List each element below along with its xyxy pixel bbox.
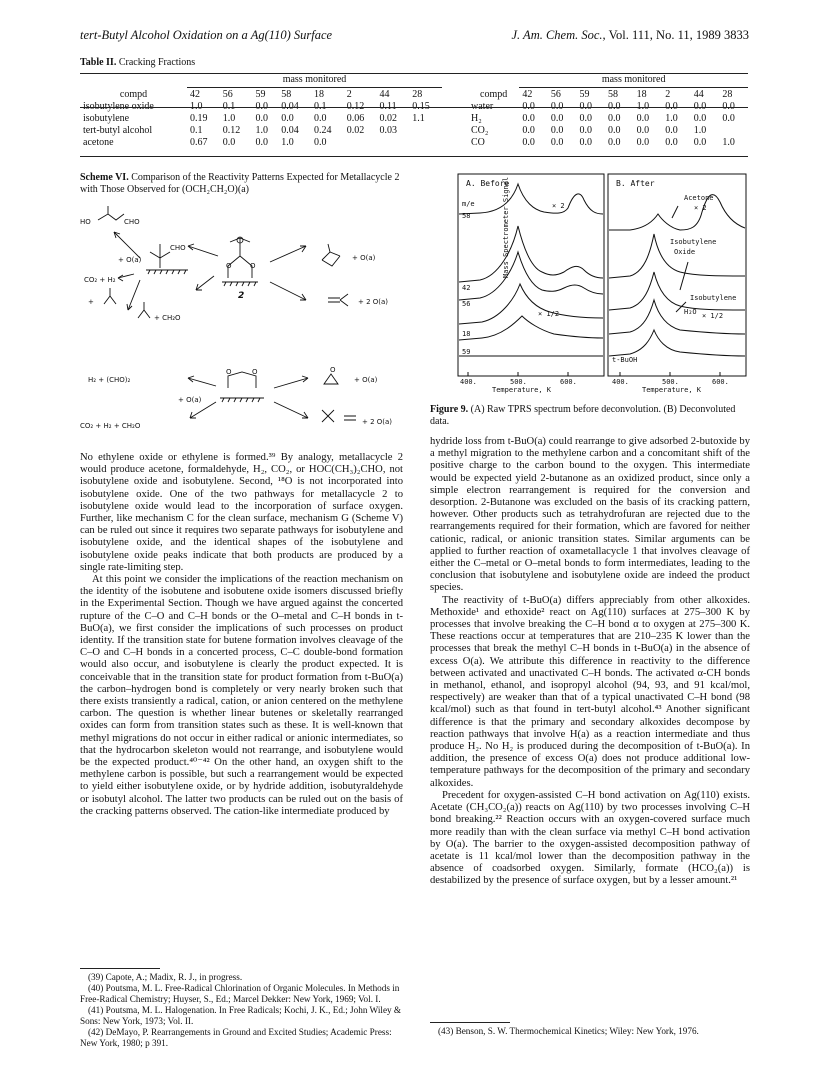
- compound-name: tert-butyl alcohol: [83, 125, 153, 136]
- table-cell: 0.12: [222, 125, 241, 136]
- cracking-table-right: [468, 74, 748, 149]
- table-cell: 0.0: [722, 101, 735, 112]
- table-cell: 0.02: [346, 125, 365, 136]
- mass-header-44: 44: [693, 89, 704, 100]
- table-cell: 0.02: [379, 113, 397, 124]
- table-caption-text: Cracking Fractions: [116, 57, 196, 68]
- table-cell: [409, 125, 442, 137]
- table-caption-label: Table II.: [80, 57, 117, 68]
- table-cell: 0.0: [579, 137, 592, 148]
- scheme-ho: HO: [80, 218, 91, 226]
- table-cell: 0.0: [522, 137, 535, 148]
- mass-header-2: 2: [346, 89, 352, 100]
- right-paragraph-3: Precedent for oxygen-assisted C–H bond activation on Ag(110) exists. Acetate (CH₃CO₂(a)) reacts on Ag(110) by two processes involving C–H bond breaking.²² Reaction occurs with an oxygen-covered surface much more readily than with the clean surface via methyl C–H bond activation by O(a). The barrier to the oxygen-assisted decomposition pathway of acetate is 11 kcal/mol lower than the decomposition pathway in the absence of coadsorbed oxygen. Similarly, formate (HCO₂(a)) is destabilized by the presence of surface oxygen, but by a lesser amount.²¹: [430, 789, 750, 887]
- xlabel-a: Temperature, K: [492, 386, 552, 394]
- scheme-caption: [80, 172, 400, 196]
- scheme-o-right: O: [250, 262, 256, 270]
- mass-label-42: 42: [462, 284, 471, 292]
- mass-monitored-label: mass monitored: [282, 74, 347, 85]
- scheme-co2-h2-ch2o: CO₂ + H₂ + CH₂O: [80, 422, 141, 430]
- table-cell: 0.0: [255, 101, 268, 112]
- scheme-epoxide-o: O: [330, 366, 336, 374]
- table-cell: 0.0: [281, 113, 294, 124]
- mass-header-42: 42: [522, 89, 533, 100]
- footnote-41: (41) Poutsma, M. L. Halogenation. In Free Radicals; Kochi, J. K., Ed.; John Wiley & Sons: New York, 1973; Vol. II.: [80, 1005, 402, 1026]
- xlabel-b: Temperature, K: [642, 386, 702, 394]
- scheme-plus-oa-2: + O(a): [354, 376, 378, 384]
- table-cell: 0.0: [608, 137, 621, 148]
- table-cell: 0.11: [379, 101, 397, 112]
- footnote-39: (39) Capote, A.; Madix, R. J., in progress.: [88, 972, 243, 982]
- compound-name: H₂: [471, 113, 482, 124]
- table-cell: 0.0: [550, 125, 564, 136]
- table-row: [80, 113, 442, 125]
- footnote-rule-right: [430, 1022, 510, 1023]
- table-cell: 0.0: [636, 113, 650, 124]
- table-cell: 1.0: [693, 125, 707, 136]
- table-cell: [719, 125, 748, 137]
- right-paragraph-1: hydride loss from t-BuO(a) could rearrange to give adsorbed 2-butoxide by a methyl migration to the methylene carbon and a concomitant shift of the positive charge to the carbon bound to the oxygen. This intermediate would be expected yield 2-butanone as an oxidized product, since only a simple electron rearrangement is required for the conversion and desorption. 2-Butanone was excluded on the basis of its cracking pattern, however. Other products such as tetrahydrofuran are rejected due to the rearrangements required for their formation, which are favored for neither cationic, radical, or anionic transition states. Similar arguments can be applied to further reaction of oxametallacycle 1 that involves cleavage of either the C–metal or O–metal bonds to form intermediates, leading to the conclusion that isobutylene and isobutylene oxide are indeed the product species.: [430, 436, 750, 594]
- table-cell: 1.0: [190, 101, 203, 112]
- running-head-left: tert-Butyl Alcohol Oxidation on a Ag(110) Surface: [80, 28, 333, 42]
- scheme-plus-2oa-1: + 2 O(a): [358, 298, 389, 306]
- table-cell: 0.0: [636, 125, 650, 136]
- mass-label-59: 59: [462, 348, 471, 356]
- scheme-caption-label: Scheme VI.: [80, 172, 129, 183]
- isobutylene-oxide-label-2: Oxide: [674, 248, 696, 256]
- mass-header-44: 44: [379, 89, 390, 100]
- mass-header-58: 58: [608, 89, 619, 100]
- scheme-metallacycle-number: 2: [238, 291, 245, 301]
- isobutylene-label: Isobutylene: [690, 294, 737, 302]
- scheme-vi-drawing: [78, 198, 408, 448]
- table-cell: 0.67: [190, 137, 208, 148]
- compd-header: compd: [480, 89, 508, 100]
- table-cell: 1.0: [281, 137, 294, 148]
- panel-b-title: B. After: [616, 179, 655, 188]
- h2o-label: H₂O: [684, 308, 697, 316]
- me-label: m/e: [462, 200, 475, 208]
- table-head-rule: [80, 107, 748, 108]
- table-cell: 0.0: [222, 137, 236, 148]
- compound-name: acetone: [83, 137, 114, 148]
- scheme-plus-oa-1: + O(a): [352, 254, 376, 262]
- scheme-h2-cho2: H₂ + (CHO)₂: [88, 376, 131, 384]
- running-head-right: [511, 28, 749, 43]
- xtick-b-600: 600.: [712, 378, 729, 386]
- figure-caption-label: Figure 9.: [430, 404, 469, 415]
- table-cell: 0.0: [314, 113, 327, 124]
- table-caption: [80, 57, 195, 68]
- table-cell: 0.0: [579, 125, 592, 136]
- mass-header-18: 18: [636, 89, 647, 100]
- table-cell: 0.0: [665, 101, 678, 112]
- y-axis-label: Mass Spectrometer Signal: [502, 176, 510, 278]
- table-cell: 1.0: [636, 101, 650, 112]
- table-cell: [409, 137, 442, 149]
- figure-9-tprs: [440, 172, 752, 394]
- table-cell: 0.0: [608, 101, 621, 112]
- scheme-co2-h2: CO₂ + H₂: [84, 276, 116, 284]
- table-cell: 0.1: [222, 101, 236, 112]
- left-column: [80, 452, 403, 818]
- mass-label-58: 58: [462, 212, 471, 220]
- mass-header-56: 56: [222, 89, 233, 100]
- table-cell: 0.0: [255, 137, 268, 148]
- acetone-label: Acetone: [684, 194, 714, 202]
- table-cell: 0.0: [722, 113, 735, 124]
- acetone-x2-label: × 2: [694, 204, 707, 212]
- table-cell: 0.03: [379, 125, 397, 136]
- table-cell: 1.0: [255, 125, 268, 136]
- left-paragraph-1: No ethylene oxide or ethylene is formed.³⁹ By analogy, metallacycle 2 would produce acetone, formaldehyde, H₂, CO₂, or HOC(CH₃)₂CHO, not isobutylene oxide and isobutylene. Second, ¹⁸O is not incorporated into isobutylene oxide. One of the two pathways for metallacycle 2 to isobutylene oxide would lead to the incorporation of surface oxygen. Further, like mechanism C for the clean surface, mechanism G (Scheme V) can be ruled out since it requires two separate pathways for isobutylene and isobutylene oxide, and the identical shapes of the isobutylene and isobutylene oxide peaks indicate that both products are produced by a single rate-limiting step.: [80, 452, 403, 573]
- scheme-ch2o: + CH₂O: [154, 314, 181, 322]
- table-cell: 1.0: [665, 113, 678, 124]
- x2-label: × 2: [552, 202, 565, 210]
- panel-b-frame: [608, 174, 746, 376]
- h2o-half-label: × 1/2: [702, 312, 724, 320]
- volume-page: Vol. 111, No. 11, 1989 3833: [605, 28, 749, 42]
- scheme-cho-2: CHO: [170, 244, 186, 252]
- mass-header-42: 42: [190, 89, 201, 100]
- table-cell: 1.1: [412, 113, 425, 124]
- table-cell: 0.24: [314, 125, 332, 136]
- table-bottom-rule: [80, 156, 748, 157]
- tbuoh-label: t-BuOH: [612, 356, 638, 364]
- table-cell: 0.0: [693, 101, 707, 112]
- xtick-a-500: 500.: [510, 378, 527, 386]
- table-cell: 1.0: [222, 113, 236, 124]
- footnotes-left: [80, 972, 403, 1049]
- table-cell: 0.12: [346, 101, 365, 112]
- table-cell: 0.0: [608, 125, 621, 136]
- table-cell: 0.04: [281, 125, 299, 136]
- table-cell: 1.0: [722, 137, 735, 148]
- footnotes-right: [430, 1026, 750, 1037]
- mass-header-59: 59: [579, 89, 590, 100]
- table-cell: 0.19: [190, 113, 208, 124]
- table-cell: 0.0: [522, 101, 535, 112]
- table-row: [468, 137, 748, 149]
- scheme-caption-text: Comparison of the Reactivity Patterns Expected for Metallacycle 2 with Those Observed for (OCH₂CH₂O)(a): [80, 172, 400, 195]
- xtick-a-600: 600.: [560, 378, 577, 386]
- scheme-plus: +: [88, 298, 94, 306]
- table-cell: 0.0: [579, 113, 592, 124]
- table-cell: 0.0: [693, 137, 707, 148]
- mass-label-56: 56: [462, 300, 471, 308]
- scheme-plus-2oa-2: + 2 O(a): [362, 418, 393, 426]
- mass-label-18: 18: [462, 330, 471, 338]
- cracking-table-left: [80, 74, 442, 149]
- table-cell: 0.0: [550, 113, 564, 124]
- footnote-rule-left: [80, 968, 160, 969]
- table-cell: 0.0: [693, 113, 707, 124]
- xtick-b-400: 400.: [612, 378, 629, 386]
- compd-header: compd: [119, 89, 148, 100]
- table-cell: 0.0: [665, 125, 678, 136]
- compound-name: isobutylene oxide: [83, 101, 154, 112]
- xtick-a-400: 400.: [460, 378, 477, 386]
- scheme-oa-1: + O(a): [118, 256, 142, 264]
- table-cell: [344, 137, 377, 149]
- panel-a-frame: [458, 174, 604, 376]
- table-cell: 0.0: [255, 113, 268, 124]
- compound-name: water: [471, 101, 494, 112]
- left-paragraph-2: At this point we consider the implications of the reaction mechanism on the identity of the isobutene and isobutene oxide isomers discussed briefly in the Experimental Section. Though we have argued against the concerted rupture of the C–O and C–H bonds or the O–metal and C–H bonds in t-BuO(a), we first consider the implications of such processes on product identity. If the transition state for butene formation involves cleavage of the C–O and C–H bonds in a concerted process, C–C double-bond formation would also occur, and isobutylene is clearly the product expected. It is conceivable that in the transition state for product formation from t-BuO(a) the carbon–hydrogen bond is completely or very nearly broken such that there exists transiently a radical, cation, or anion centered on the methylene carbon. The question is whether linear butenes or skeletally rearranged oxides can form from transition states such as these. It is well-known that methyl migrations do not occur in either radical or anionic intermediates, so that the hydrocarbon skeleton would not rearrange, and isobutylene would be the expected product.⁴⁰⁻⁴² On the other hand, an oxygen shift to the methylene carbon is possible, but such a rearrangement would be expected to yield either isobutylene oxide, or by hydride addition, isobutyraldehyde or isobutyl alcohol. The latter two products can be ruled out on the basis of the cracking patterns observed. The cation-like intermediate produced by: [80, 574, 403, 817]
- table-row: [80, 125, 442, 137]
- scheme-cho-1: CHO: [124, 218, 140, 226]
- footnote-40: (40) Poutsma, M. L. Free-Radical Chlorination of Organic Molecules. In Methods in Free-Radical Chemistry; Huyser, S., Ed.; Marcel Dekker: New York, 1969; Vol. I.: [80, 983, 400, 1004]
- compound-name: CO: [471, 137, 485, 148]
- table-cell: 0.1: [314, 101, 327, 112]
- compound-name: isobutylene: [83, 113, 130, 124]
- scheme-o-right-2: O: [252, 368, 258, 376]
- footnote-43: (43) Benson, S. W. Thermochemical Kinetics; Wiley: New York, 1976.: [438, 1026, 699, 1036]
- scheme-o-left: O: [226, 262, 232, 270]
- right-column: [430, 436, 750, 888]
- mass-header-56: 56: [550, 89, 561, 100]
- table-row: [80, 137, 442, 149]
- mass-header-2: 2: [665, 89, 671, 100]
- table-cell: 0.0: [314, 137, 327, 148]
- mass-monitored-label: mass monitored: [601, 74, 666, 85]
- mass-header-59: 59: [255, 89, 266, 100]
- table-cell: 0.0: [579, 101, 592, 112]
- scheme-o-left-2: O: [226, 368, 232, 376]
- table-cell: 0.06: [346, 113, 365, 124]
- table-cell: 0.0: [636, 137, 650, 148]
- table-cell: 0.0: [522, 113, 535, 124]
- footnote-42: (42) DeMayo, P. Rearrangements in Ground and Excited Studies; Academic Press: New York, 1980; p 391.: [80, 1027, 392, 1048]
- figure-caption-text: (A) Raw TPRS spectrum before deconvolution. (B) Deconvoluted data.: [430, 404, 736, 427]
- isobutylene-oxide-label-1: Isobutylene: [670, 238, 717, 246]
- panel-a-title: A. Before: [466, 179, 510, 188]
- table-cell: 0.0: [550, 101, 564, 112]
- table-cell: 0.0: [665, 137, 678, 148]
- figure-caption: [430, 404, 750, 428]
- journal-name: J. Am. Chem. Soc.,: [511, 28, 606, 42]
- table-cell: 0.0: [522, 125, 535, 136]
- scheme-bottom-oa: + O(a): [178, 396, 202, 404]
- right-paragraph-2: The reactivity of t-BuO(a) differs appreciably from other alkoxides. Methoxide¹ and ethoxide² react on Ag(110) surfaces at 275–300 K by processes that involve breaking the C–H bond α to oxygen at 275–300 K. These reactions occur at temperatures that are 210–235 K lower than the processes that break the methyl C–H bonds in t-BuO(a) in the absence of excess O(a). We attribute this difference in reactivity to the difference between activated and unactivated C–H bonds. The activated α-CH bonds in methanol, ethanol, and isopropyl alcohol (94, 93, and 91 kcal/mol, respectively) are weaker than that of a typical unactivated C–H bond (98 kcal/mol) such as that found in tert-butyl alcohol.⁴³ Another significant difference is that the primary and secondary alkoxides decompose by reaction pathways that involve H(a) as a reaction intermediate and thus produce H₂. No H₂ is produced during the decomposition of t-BuO(a). In addition, the presence of excess O(a) does not produce additional low-temperature pathways for the decomposition of the primary and secondary alkoxides.: [430, 594, 750, 789]
- mass-header-58: 58: [281, 89, 292, 100]
- compound-name: CO₂: [471, 125, 489, 136]
- table-cell: 0.04: [281, 101, 299, 112]
- table-cell: [376, 137, 409, 149]
- table-cell: 0.15: [412, 101, 430, 112]
- table-cell: 0.1: [190, 125, 203, 136]
- mass-header-28: 28: [722, 89, 733, 100]
- half-label: × 1/2: [538, 310, 560, 318]
- mass-header-28: 28: [412, 89, 423, 100]
- table-row: [468, 113, 748, 125]
- table-cell: 0.0: [608, 113, 621, 124]
- xtick-b-500: 500.: [662, 378, 679, 386]
- table-cell: 0.0: [550, 137, 564, 148]
- table-row: [468, 125, 748, 137]
- mass-header-18: 18: [314, 89, 324, 100]
